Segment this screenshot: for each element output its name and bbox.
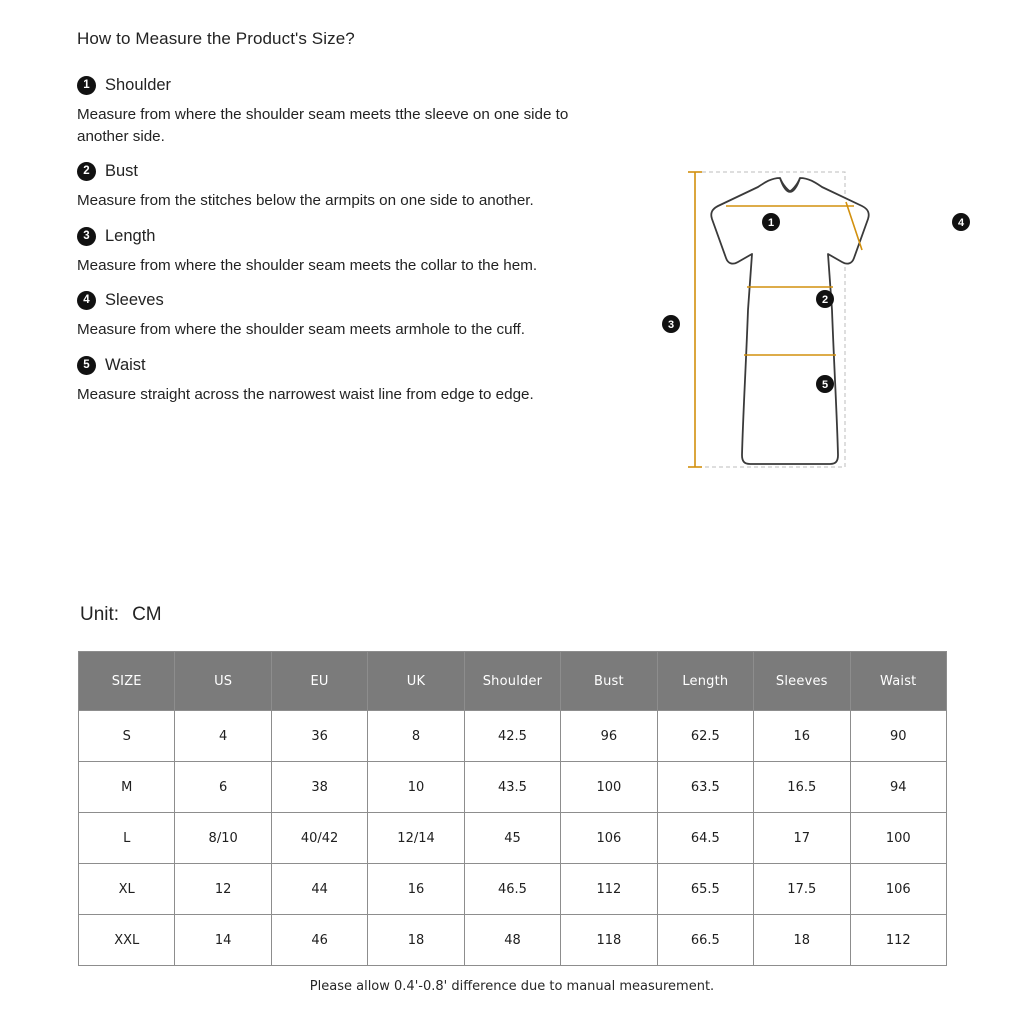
- column-header-size: SIZE: [79, 652, 175, 711]
- cell-uk: 10: [368, 762, 464, 813]
- step-title: Bust: [105, 162, 139, 181]
- step-number-badge: 3: [77, 227, 96, 246]
- marker-2: [816, 290, 834, 308]
- unit-label: [80, 604, 162, 626]
- table-row: [79, 711, 947, 762]
- cell-sleeves: 18: [754, 915, 850, 966]
- step-waist: [77, 356, 637, 406]
- step-description: Measure from the stitches below the armpits on one side to another.: [77, 192, 534, 210]
- step-number-badge: 2: [77, 162, 96, 181]
- table-row: [79, 864, 947, 915]
- step-shoulder: [77, 76, 637, 147]
- cell-us: 4: [175, 711, 271, 762]
- step-title: Waist: [105, 355, 146, 374]
- step-header: [77, 291, 637, 310]
- step-header: [77, 356, 637, 375]
- cell-uk: 16: [368, 864, 464, 915]
- cell-shoulder: 45: [464, 813, 560, 864]
- table-row: [79, 762, 947, 813]
- tshirt-svg: [640, 150, 1000, 500]
- unit-caption: Unit:: [80, 604, 120, 625]
- cell-size: XXL: [79, 915, 175, 966]
- svg-text:1: 1: [767, 217, 775, 229]
- cell-eu: 40/42: [271, 813, 367, 864]
- column-header-us: US: [175, 652, 271, 711]
- step-title: Shoulder: [105, 76, 172, 94]
- column-header-uk: UK: [368, 652, 464, 711]
- tshirt-measurement-diagram: [640, 150, 1000, 500]
- cell-shoulder: 46.5: [464, 864, 560, 915]
- step-header: [77, 162, 637, 181]
- cell-us: 14: [175, 915, 271, 966]
- cell-sleeves: 17: [754, 813, 850, 864]
- cell-length: 62.5: [657, 711, 753, 762]
- marker-1: [762, 213, 780, 231]
- cell-bust: 118: [561, 915, 657, 966]
- cell-waist: 106: [850, 864, 947, 915]
- cell-length: 63.5: [657, 762, 753, 813]
- cell-sleeves: 17.5: [754, 864, 850, 915]
- size-chart-table: [78, 651, 947, 966]
- cell-us: 12: [175, 864, 271, 915]
- instructions-list: [77, 76, 637, 420]
- marker-3: [662, 315, 680, 333]
- cell-sleeves: 16: [754, 711, 850, 762]
- table-body: [79, 711, 947, 966]
- cell-length: 66.5: [657, 915, 753, 966]
- cell-length: 64.5: [657, 813, 753, 864]
- step-header: [77, 227, 637, 246]
- cell-size: XL: [79, 864, 175, 915]
- cell-size: S: [79, 711, 175, 762]
- cell-eu: 38: [271, 762, 367, 813]
- cell-bust: 100: [561, 762, 657, 813]
- cell-length: 65.5: [657, 864, 753, 915]
- column-header-bust: Bust: [561, 652, 657, 711]
- cell-waist: 112: [850, 915, 947, 966]
- cell-shoulder: 42.5: [464, 711, 560, 762]
- cell-waist: 100: [850, 813, 947, 864]
- table-row: [79, 813, 947, 864]
- spacer: [712, 268, 747, 287]
- column-header-length: Length: [657, 652, 753, 711]
- cell-bust: 106: [561, 813, 657, 864]
- table-header-row: [79, 652, 947, 711]
- unit-value: CM: [132, 604, 162, 625]
- step-description: Measure from where the shoulder seam meets tthe sleeve on one side to another side.: [77, 106, 569, 145]
- cell-waist: 90: [850, 711, 947, 762]
- cell-shoulder: 48: [464, 915, 560, 966]
- column-header-shoulder: Shoulder: [464, 652, 560, 711]
- svg-text:4: 4: [957, 217, 965, 229]
- cell-uk: 18: [368, 915, 464, 966]
- step-sleeves: [77, 291, 637, 341]
- cell-size: M: [79, 762, 175, 813]
- marker-5: [816, 375, 834, 393]
- cell-us: 6: [175, 762, 271, 813]
- cell-size: L: [79, 813, 175, 864]
- column-header-waist: Waist: [850, 652, 947, 711]
- svg-text:2: 2: [821, 294, 829, 306]
- cell-us: 8/10: [175, 813, 271, 864]
- svg-text:5: 5: [821, 379, 829, 391]
- step-description: Measure from where the shoulder seam meets the collar to the hem.: [77, 256, 538, 274]
- cell-bust: 96: [561, 711, 657, 762]
- cell-uk: 12/14: [368, 813, 464, 864]
- step-title: Length: [105, 226, 156, 245]
- step-title: Sleeves: [105, 291, 164, 310]
- cell-uk: 8: [368, 711, 464, 762]
- cell-eu: 36: [271, 711, 367, 762]
- step-number-badge: 5: [77, 356, 96, 375]
- column-header-eu: EU: [271, 652, 367, 711]
- step-number-badge: 4: [77, 291, 96, 310]
- step-number-badge: 1: [77, 76, 96, 95]
- cell-shoulder: 43.5: [464, 762, 560, 813]
- step-header: [77, 76, 637, 95]
- cell-sleeves: 16.5: [754, 762, 850, 813]
- marker-4: [952, 213, 970, 231]
- column-header-sleeves: Sleeves: [754, 652, 850, 711]
- step-description: Measure straight across the narrowest waist line from edge to edge.: [77, 385, 534, 403]
- cell-eu: 44: [271, 864, 367, 915]
- step-length: [77, 227, 637, 277]
- cell-bust: 112: [561, 864, 657, 915]
- cell-eu: 46: [271, 915, 367, 966]
- cell-waist: 94: [850, 762, 947, 813]
- step-bust: [77, 162, 637, 212]
- page-title: How to Measure the Product's Size?: [77, 29, 355, 48]
- table-header: [79, 652, 947, 711]
- table-row: [79, 915, 947, 966]
- step-description: Measure from where the shoulder seam meets armhole to the cuff.: [77, 321, 525, 339]
- measurement-disclaimer: Please allow 0.4'-0.8' difference due to manual measurement.: [309, 979, 715, 994]
- svg-text:3: 3: [667, 319, 675, 331]
